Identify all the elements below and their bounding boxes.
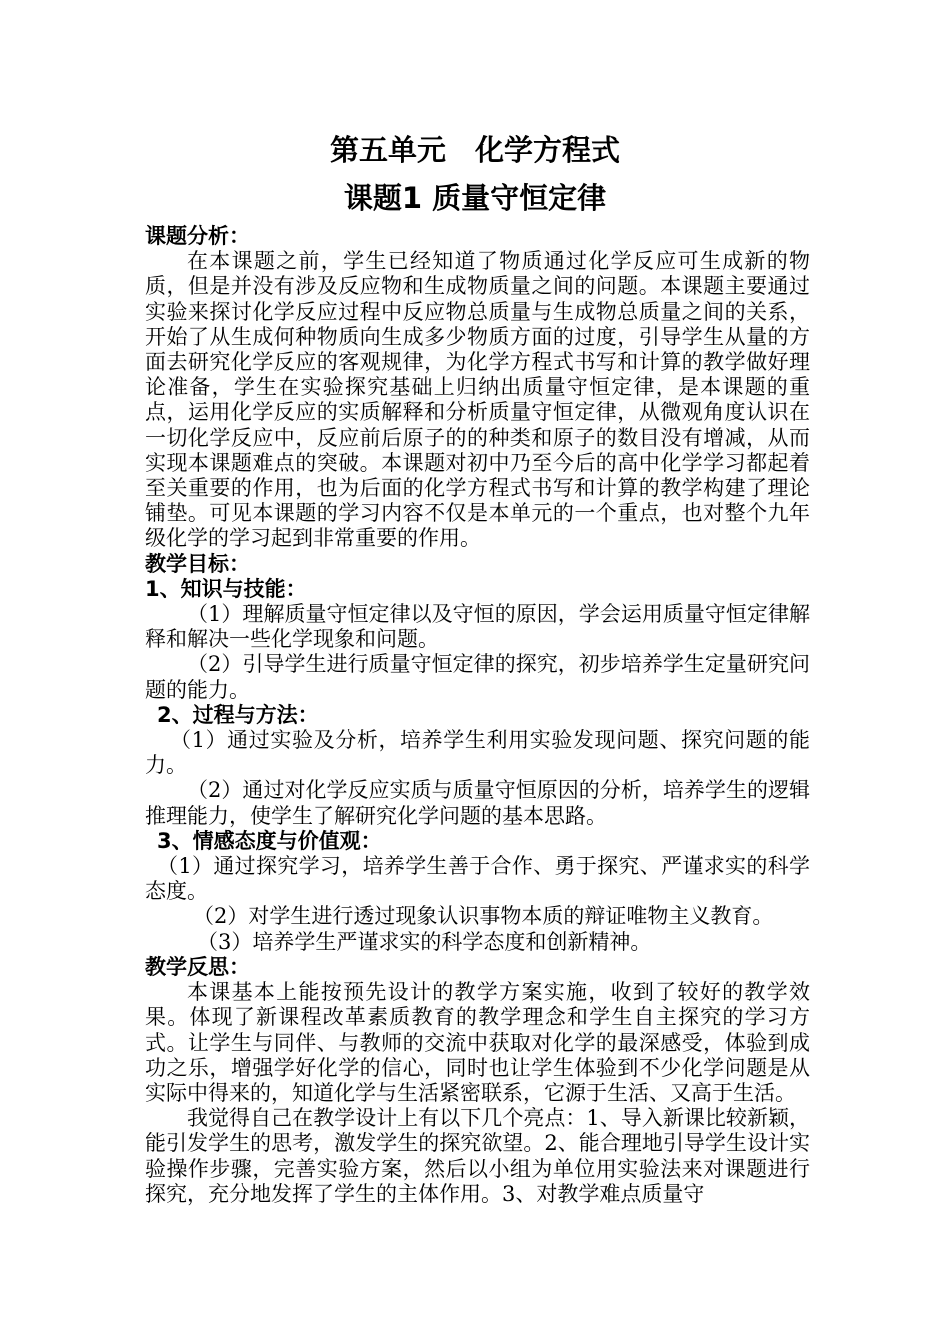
reflection-heading: 教学反思： (145, 954, 250, 979)
unit-title: 第五单元 化学方程式 (329, 133, 620, 167)
objectives-heading: 教学目标： (145, 551, 250, 576)
process-item-2: （2）通过对化学反应实质与质量守恒原因的分析，培养学生的逻辑推理能力，使学生了解研究化学问题的基本思路。 (145, 778, 810, 828)
emotion-item-1: （1）通过探究学习，培养学生善于合作、勇于探究、严谨求实的科学态度。 (145, 854, 810, 904)
analysis-heading: 课题分析： (145, 224, 250, 248)
analysis-paragraph: 在本课题之前，学生已经知道了物质通过化学反应可生成新的物质，但是并没有涉及反应物和生成物质量之间的问题。本课题主要通过实验来探讨化学反应过程中反应物总质量与生成物总质量之间的关系，开始了从生成何种物质向生成多少物质方面的过度，引导学生从量的方面去研究化学反应的客观规律，为化学方程式书写和计算的教学做好理论准备，学生在实验探究基础上归纳出质量守恒定律，是本课题的重点，运用化学反应的实质解释和分析质量守恒定律，从微观角度认识在一切化学反应中，反应前后原子的的种类和原子的数目没有增减，从而实现本课题难点的突破。本课题对初中乃至今后的高中化学学习都起着至关重要的作用，也为后面的化学方程式书写和计算的教学构建了理论铺垫。可见本课题的学习内容不仅是本单元的一个重点，也对整个九年级化学的学习起到非常重要的作用。 (145, 249, 810, 551)
knowledge-item-1: （1）理解质量守恒定律以及守恒的原因，学会运用质量守恒定律解释和解决一些化学现象和问题。 (145, 602, 810, 652)
reflection-paragraph-1: 本课基本上能按预先设计的教学方案实施，收到了较好的教学效果。体现了新课程改革素质教育的教学理念和学生自主探究的学习方式。让学生与同伴、与教师的交流中获取对化学的最深感受，体验到成功之乐，增强学好化学的信心，同时也让学生体验到不少化学问题是从实际中得来的，知道化学与生活紧密联系，它源于生活、又高于生活。 (145, 980, 810, 1105)
knowledge-item-2: （2）引导学生进行质量守恒定律的探究，初步培养学生定量研究问题的能力。 (145, 652, 810, 702)
lesson-title: 课题1 质量守恒定律 (343, 181, 607, 215)
knowledge-heading: 1、知识与技能： (145, 576, 307, 601)
process-item-1: （1）通过实验及分析，培养学生利用实验发现问题、探究问题的能力。 (145, 728, 810, 778)
reflection-paragraph-2: 我觉得自己在教学设计上有以下几个亮点：1、导入新课比较新颖，能引发学生的思考，激发学生的探究欲望。2、能合理地引导学生设计实验操作步骤，完善实验方案，然后以小组为单位用实验法来对课题进行探究，充分地发挥了学生的主体作用。3、对教学难点质量守 (145, 1106, 810, 1206)
process-heading: 2、过程与方法： (157, 702, 319, 727)
emotion-item-3: （3）培养学生严谨求实的科学态度和创新精神。 (197, 929, 652, 954)
document-body (145, 224, 810, 1207)
emotion-heading: 3、情感态度与价值观： (157, 828, 382, 853)
emotion-item-2: （2）对学生进行透过现象认识事物本质的辩证唯物主义教育。 (193, 904, 774, 929)
